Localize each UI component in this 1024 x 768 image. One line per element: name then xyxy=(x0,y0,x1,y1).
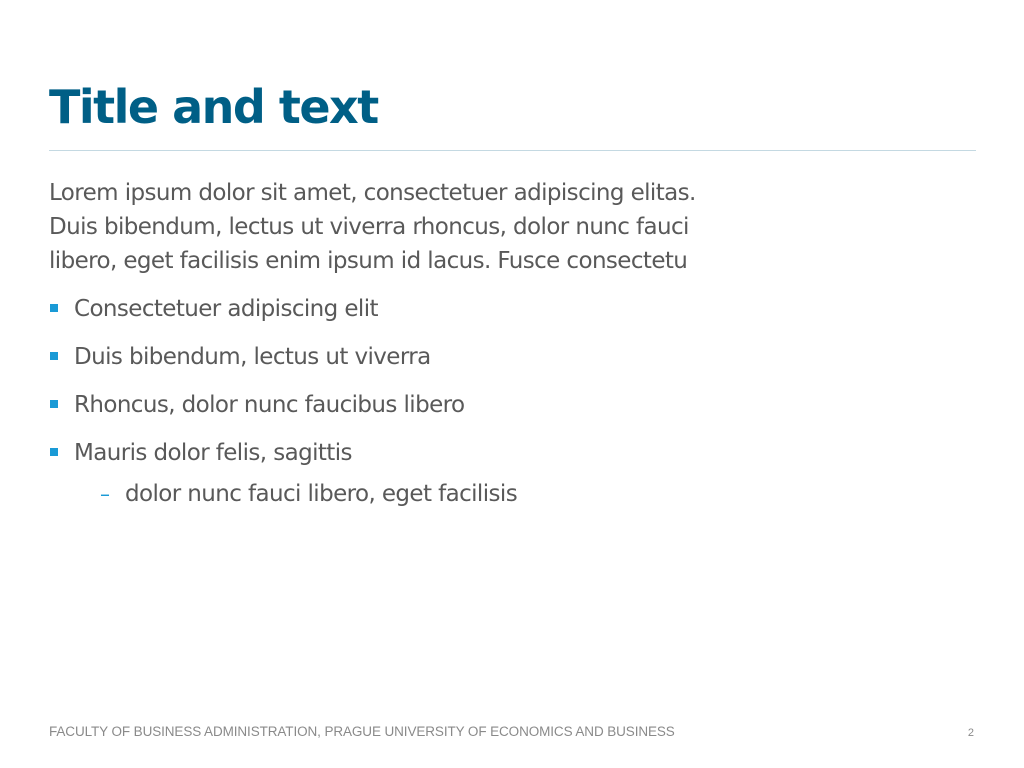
bullet-text: Mauris dolor felis, sagittis xyxy=(74,440,352,466)
square-bullet-icon xyxy=(50,400,58,408)
footer-text: FACULTY OF BUSINESS ADMINISTRATION, PRAGUE UNIVERSITY OF ECONOMICS AND BUSINESS xyxy=(49,724,675,739)
bullet-item xyxy=(49,340,949,388)
bullet-text: Consectetuer adipiscing elit xyxy=(74,296,378,322)
paragraph-line: Lorem ipsum dolor sit amet, consectetuer adipiscing elitas. xyxy=(49,180,696,206)
bullet-text: Duis bibendum, lectus ut viverra xyxy=(74,344,431,370)
sub-bullet-text: dolor nunc fauci libero, eget facilisis xyxy=(125,481,518,507)
bullet-text: Rhoncus, dolor nunc faucibus libero xyxy=(74,392,465,418)
bullet-item xyxy=(49,388,949,436)
paragraph-line: libero, eget facilisis enim ipsum id lacus. Fusce consectetu xyxy=(49,248,688,274)
title-divider xyxy=(49,150,976,151)
square-bullet-icon xyxy=(50,304,58,312)
dash-bullet-icon: – xyxy=(100,482,110,506)
square-bullet-icon xyxy=(50,448,58,456)
sub-bullet-item xyxy=(49,477,949,517)
square-bullet-icon xyxy=(50,352,58,360)
paragraph-line: Duis bibendum, lectus ut viverra rhoncus, dolor nunc fauci xyxy=(49,214,689,240)
bullet-list xyxy=(49,292,949,517)
body-paragraph xyxy=(49,176,789,278)
slide-title: Title and text xyxy=(49,80,378,134)
page-number: 2 xyxy=(967,727,974,739)
bullet-item xyxy=(49,292,949,340)
